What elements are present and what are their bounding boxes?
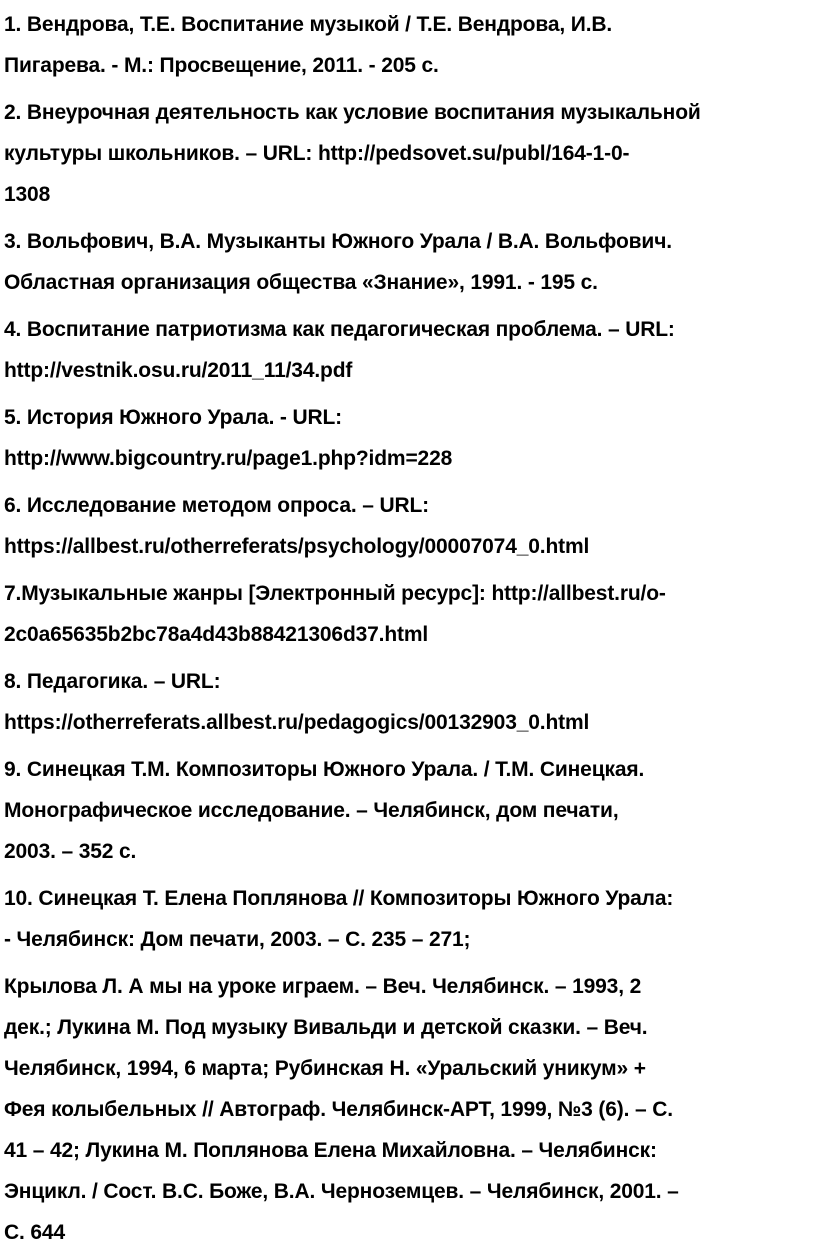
reference-item-5: 5. История Южного Урала. - URL: http://www.bigcountry.ru/page1.php?idm=228 [4,406,453,470]
reference-item-9: 9. Синецкая Т.М. Композиторы Южного Урала. / Т.М. Синецкая. Монографическое исследование. – Челябинск, дом печати, 2003. – 352 с. [4,758,645,863]
reference-item-10: 10. Синецкая Т. Елена Поплянова // Композиторы Южного Урала: - Челябинск: Дом печати, 2003. – С. 235 – 271; [4,887,674,951]
reference-item-8: 8. Педагогика. – URL: https://otherreferats.allbest.ru/pedagogics/00132903_0.html [4,670,590,734]
reference-item-additional: Крылова Л. А мы на уроке играем. – Веч. Челябинск. – 1993, 2 дек.; Лукина М. Под музыку Вивальди и детской сказки. – Веч. Челябинск, 1994, 6 марта; Рубинская Н. «Уральский уникум» + Фея колыбельных // Автограф. Челябинск-АРТ, 1999, №3 (6). – С. 41 – 42; Лукина М. Поплянова Елена Михайловна. – Челябинск: Энцикл. / Сост. В.С. Боже, В.А. Черноземцев. – Челябинск, 2001. – С. 644 [4,975,679,1244]
reference-item-1: 1. Вендрова, Т.Е. Воспитание музыкой / Т.Е. Вендрова, И.В. Пигарева. - М.: Просвещение, 2011. - 205 с. [4,13,613,77]
reference-item-3: 3. Вольфович, В.А. Музыканты Южного Урала / В.А. Вольфович. Областная организация общества «Знание», 1991. - 195 с. [4,230,672,294]
reference-item-4: 4. Воспитание патриотизма как педагогическая проблема. – URL: http://vestnik.osu.ru/2011_11/34.pdf [4,318,675,382]
reference-item-2: 2. Внеурочная деятельность как условие воспитания музыкальной культуры школьников. – URL: http://pedsovet.su/publ/164-1-0- 1308 [4,101,701,206]
reference-item-7: 7.Музыкальные жанры [Электронный ресурс]: http://allbest.ru/o- 2c0a65635b2bc78a4d43b88421306d37.html [4,582,666,646]
reference-item-6: 6. Исследование методом опроса. – URL: https://allbest.ru/otherreferats/psychology/00007074_0.html [4,494,590,558]
